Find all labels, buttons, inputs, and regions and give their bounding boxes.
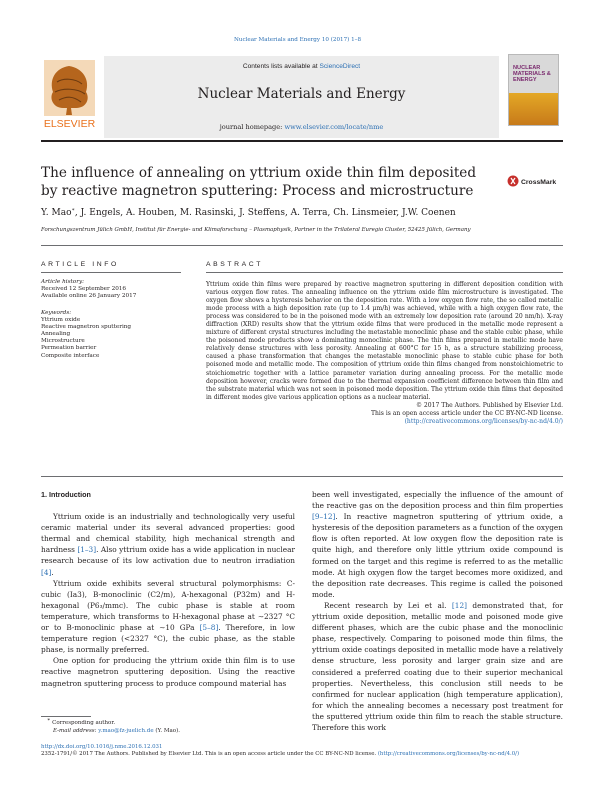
article-info-rule	[41, 272, 181, 273]
doi-link[interactable]: http://dx.doi.org/10.1016/j.nme.2016.12.031	[41, 744, 163, 750]
ref-link[interactable]: [4]	[41, 567, 52, 577]
ref-link[interactable]: [12]	[451, 600, 467, 610]
abstract-bottom-rule	[41, 476, 563, 477]
affiliation: Forschungszentrum Jülich GmbH, Institut für Energie- und Klimaforschung – Plasmaphysik, Partner in the Trilateral Euregio Cluster, 52425 Jülich, Germany	[41, 227, 471, 233]
cover-title: NUCLEAR MATERIALS & ENERGY	[513, 65, 551, 83]
section-heading-introduction: 1. Introduction	[41, 490, 91, 499]
elsevier-logo	[41, 58, 98, 132]
keywords-label: Keywords:	[41, 310, 72, 316]
keyword-item: Permeation barrier	[41, 345, 97, 352]
body-left-column	[41, 489, 295, 689]
keyword-item: Yttrium oxide	[41, 317, 81, 324]
cover-artwork	[509, 93, 558, 125]
elsevier-tree-icon	[41, 58, 98, 132]
intro-paragraph-1: Yttrium oxide is an industrially and technologically very useful ceramic material under its several advanced properties: good thermal and chemical stability, high mechanical strength and hardness [1–3]. Also yttrium oxide has a wide application in nuclear research because of its low activation due to neutron irradiation [4].	[41, 512, 295, 577]
intro-paragraph-3-cont: been well investigated, especially the influence of the amount of the reactive gas on the deposition process and thin film properties [9–12]. In reactive magnetron sputtering of yttrium oxide, a hysteresis of the deposition parameters as a function of the oxygen flow is often reported. At low oxygen flow the deposition rate is quite high, and therefore only little yttrium oxide compound is formed on the target and this regime is referred to as the metallic mode. At high oxygen flow the target becomes more oxidized, and the deposition rate decreases. This regime is called the poisoned mode.	[312, 490, 563, 599]
heading-spacer	[41, 500, 295, 511]
keyword-item: Microstructure	[41, 338, 85, 345]
abstract-rule	[206, 272, 563, 273]
keyword-item: Reactive magnetron sputtering	[41, 324, 132, 331]
elsevier-wordmark: ELSEVIER	[43, 118, 96, 130]
journal-citation[interactable]: Nuclear Materials and Energy 10 (2017) 1–8	[233, 37, 362, 43]
email-link[interactable]: y.mao@fz-juelich.de	[98, 727, 154, 734]
abstract-heading: ABSTRACT	[206, 261, 264, 268]
abstract-text-block	[206, 281, 563, 426]
corresponding-author-marker[interactable]: ∗	[71, 207, 75, 213]
journal-name: Nuclear Materials and Energy	[197, 86, 406, 102]
footer-license-line: 2352-1791/© 2017 The Authors. Published by Elsevier Ltd. This is an open access article under the CC BY-NC-ND license. (http://creativecommons.org/licenses/by-nc-nd/4.0/)	[41, 751, 520, 758]
author-list	[41, 208, 541, 218]
homepage-line	[104, 123, 499, 131]
crossmark-label: CrossMark	[521, 179, 557, 186]
footnote	[41, 717, 295, 735]
body-right-column	[312, 489, 563, 733]
history-label: Article history:	[41, 279, 85, 285]
affiliation-rule	[41, 245, 563, 246]
crossmark-badge[interactable]	[507, 173, 569, 185]
license-line: This is an open access article under the CC BY-NC-ND license.	[370, 409, 563, 417]
email-note: E-mail address: y.mao@fz-juelich.de (Y. Mao).	[53, 727, 181, 734]
abstract-text: Yttrium oxide thin films were prepared by reactive magnetron sputtering in different deposition condition with various oxygen flow rates. The annealing influence on the yttrium oxide film microstructure is investigated. The oxygen flow shows a hysteresis behavior on the deposition rate. With a low oxygen flow rate, the so called metallic mode process with a high deposition rate (up to 1.4 μm/h) was achieved, while with a high oxygen flow rate, the process was considered to be in the poisoned mode with an extremely low deposition rate (around 20 nm/h). X-ray diffraction (XRD) results show that the yttrium oxide films that were produced in the metallic mode represent a mixture of different crystal structures including the metastable monoclinic phase and the stable cubic phase, while the poisoned mode products show a dominating monoclinic phase. The thin films prepared in metallic mode have relatively dense structures with less porosity. Annealing at 600°C for 15 h, as a structure stabilizing process, caused a phase transformation that changes the metastable monoclinic phase to stable cubic phase for both poisoned mode and metallic mode. The composition of yttrium oxide thin films changed from nonstoichiometric to stoichiometric together with a lattice parameter variation during annealing process. For the metallic mode deposition however, cracks were formed due to the thermal expansion coefficient difference between thin film and the substrate material which was not seen in poisoned mode deposition. The yttrium oxide thin films that deposited in different modes give various application options as a nuclear material.	[206, 281, 563, 401]
intro-paragraph-2: Yttrium oxide exhibits several structural polymorphisms: C-cubic (Ia3), B-monoclinic (C2/m), A-hexagonal (P32m) and H-hexagonal (P6₃/mmc). The cubic phase is stable at room temperature, which transforms to H-hexagonal phase at ∼2327 °C or to B-monoclinic phase at ∼10 GPa [5–8]. Therefore, in low temperature region (<2327 °C), the cubic phase, as the stable phase, is normally preferred.	[41, 578, 295, 655]
license-link[interactable]: (http://creativecommons.org/licenses/by-nc-nd/4.0/)	[404, 417, 563, 425]
article-history	[41, 279, 191, 300]
intro-paragraph-4: Recent research by Lei et al. [12] demonstrated that, for yttrium oxide deposition, metallic mode and poisoned mode give different phases, which are the cubic phase and the monoclinic phase, respectively. Comparing to poisoned mode thin films, the yttrium oxide coatings deposited in metallic mode have a relatively dense structure, less porosity and larger grain size and are considered a preferred coating due to their superior mechanical properties. Nevertheless, this conclusion still needs to be confirmed for nuclear application (high temperature application), for which the annealing becomes a necessary post treatment for the sputtered yttrium oxide thin film to reach the stable structure. Therefore this work	[312, 600, 563, 732]
ref-link[interactable]: [1–3]	[77, 545, 97, 555]
article-title: The influence of annealing on yttrium oxide thin film deposited by reactive magnetron sputtering: Process and microstructure	[41, 165, 477, 199]
keyword-item: Annealing	[41, 331, 71, 338]
first-author[interactable]: Y. Mao	[41, 208, 72, 218]
homepage-link[interactable]: www.elsevier.com/locate/nme	[284, 123, 384, 131]
sciencedirect-link[interactable]: ScienceDirect	[319, 63, 361, 70]
journal-banner	[104, 56, 499, 138]
keyword-item: Composite interface	[41, 352, 100, 359]
copyright-line: © 2017 The Authors. Published by Elsevier Ltd.	[415, 401, 563, 409]
intro-paragraph-3: One option for producing the yttrium oxide thin film is to use reactive magnetron sputtering deposition. Using the reactive magnetron sputtering process to produce compound material has	[41, 656, 295, 688]
ref-link[interactable]: [5–8]	[199, 623, 219, 633]
header-rule	[41, 140, 563, 142]
article-info-heading: ARTICLE INFO	[41, 261, 119, 268]
corresponding-author-note: ∗ Corresponding author.	[47, 717, 116, 726]
footer-license-link[interactable]: (http://creativecommons.org/licenses/by-nc-nd/4.0/)	[377, 751, 520, 758]
history-online: Available online 26 January 2017	[41, 293, 137, 300]
page-footer	[41, 744, 563, 759]
history-received: Received 12 September 2016	[41, 286, 127, 293]
contents-prefix: Contents lists available at	[242, 63, 320, 70]
contents-line	[104, 63, 499, 70]
license-link-line	[206, 418, 563, 426]
ref-link[interactable]: [9–12]	[312, 512, 336, 522]
crossmark-icon	[507, 174, 569, 188]
journal-cover-image	[508, 54, 559, 126]
homepage-prefix: journal homepage:	[219, 123, 285, 131]
other-authors: , J. Engels, A. Houben, M. Rasinski, J. Steffens, A. Terra, Ch. Linsmeier, J.W. Coenen	[74, 208, 456, 218]
keywords-block	[41, 310, 191, 360]
